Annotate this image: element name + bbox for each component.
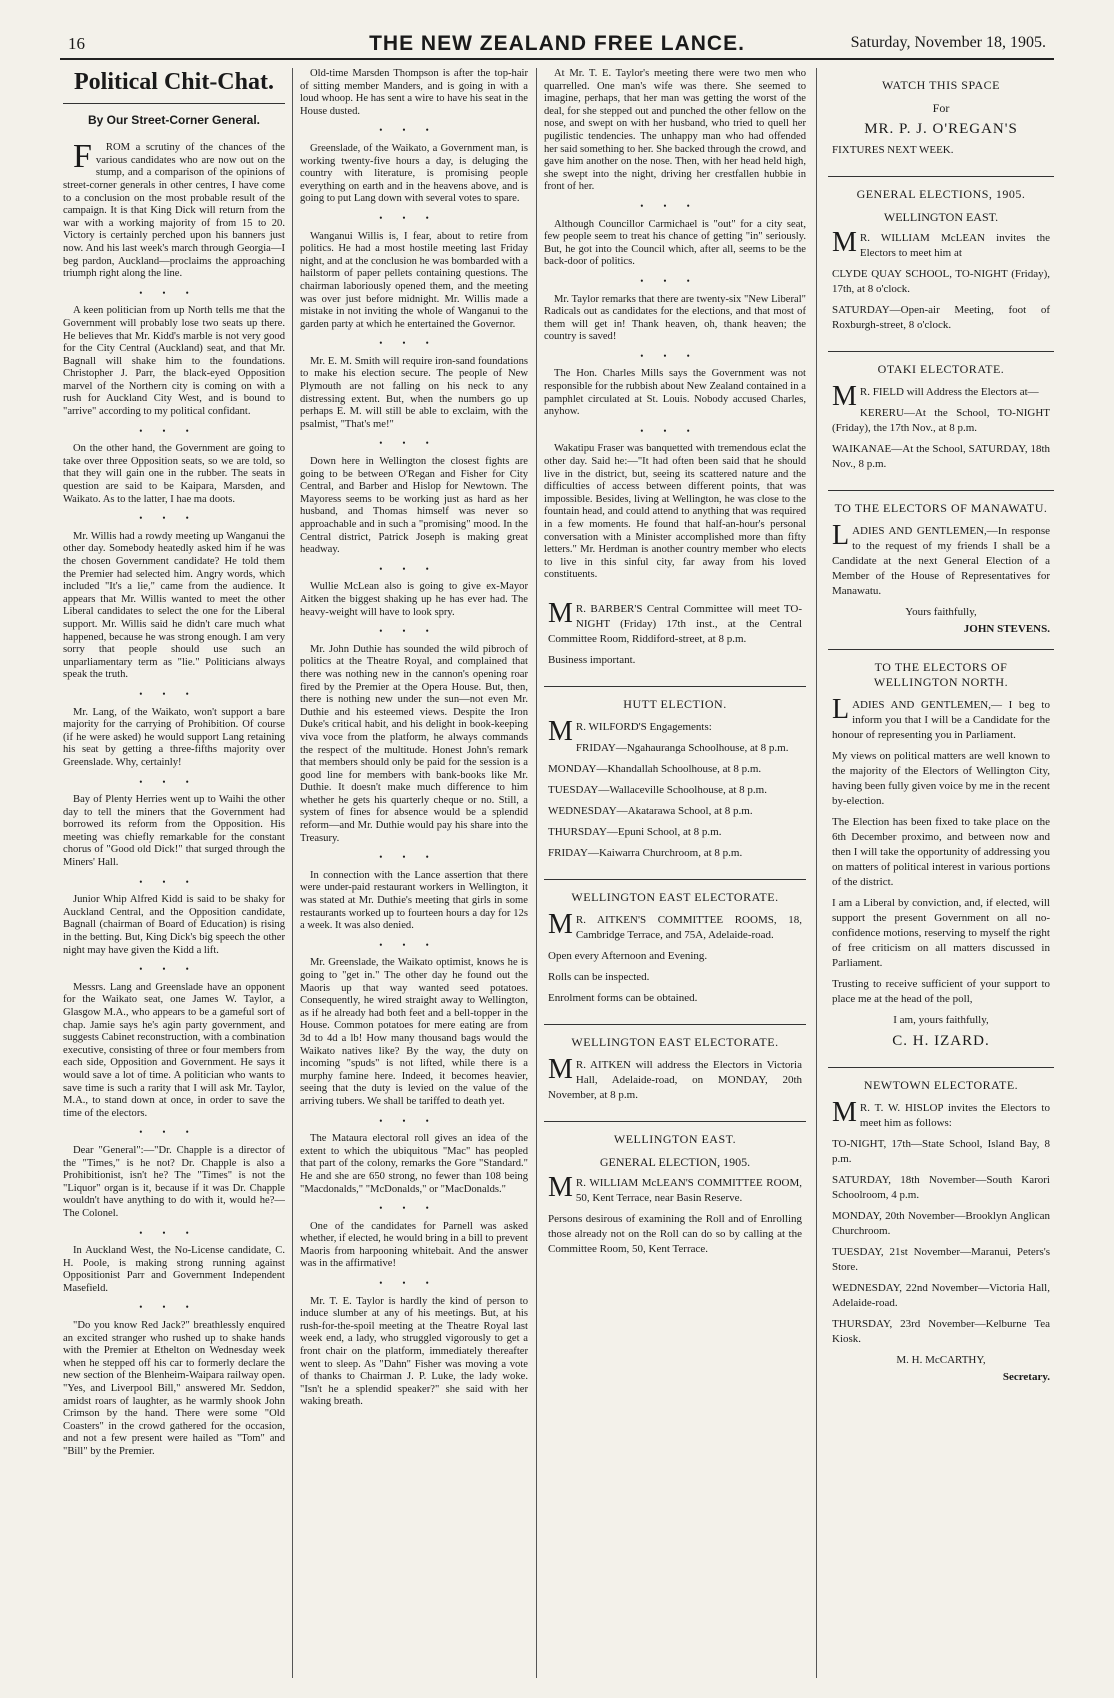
column-rule (292, 68, 293, 1678)
separator-stars: ••• (139, 1302, 209, 1313)
ad-line: TUESDAY—Wallaceville Schoolhouse, at 8 p.m. (548, 783, 767, 796)
separator-stars: ••• (379, 626, 449, 637)
separator-stars: ••• (379, 1115, 449, 1126)
ad-line: KERERU—At the School, TO-NIGHT (Friday), the 17th Nov., at 8 p.m. (832, 407, 1050, 434)
column-rule (536, 68, 537, 1678)
ad-line: MR. AITKEN'S COMMITTEE ROOMS, 18, Cambridge Terrace, and 75A, Adelaide-road. (548, 908, 802, 941)
separator-stars: ••• (139, 688, 209, 699)
article-paragraph: At Mr. T. E. Taylor's meeting there were two men who quarrelled. One man's wife was there. She seemed to imagine, perhaps, that her man was getting the worst of the deal, for she stepped out and punched the other fellow on the nose, and swept on with her husband, who tried to quell her pugilistic tendencies. The unhappy man who had offended her said something to her. She backed through the crowd, and gave him another on the nose. Then, with her head held high, she swept into the night, driving her crestfallen hubbie in front of her. (544, 68, 806, 193)
ad-line: Rolls can be inspected. (548, 970, 650, 983)
ad-line: SATURDAY, 18th November—South Karori Schoolroom, 4 p.m. (832, 1174, 1050, 1201)
ad-heading: WELLINGTON EAST ELECTORATE. (571, 889, 779, 904)
ad-line: LADIES AND GENTLEMEN,—In response to the request of my friends I shall be a Candidate at the next General Election of a Member of the House of Representatives for Manawatu. (832, 520, 1050, 597)
ad-line: THURSDAY—Epuni School, at 8 p.m. (548, 825, 722, 838)
separator-stars: ••• (139, 425, 209, 436)
advertisement (828, 352, 1054, 491)
ad-line: SATURDAY—Open-air Meeting, foot of Roxburgh-street, 8 o'clock. (832, 304, 1050, 331)
ad-name: MR. P. J. O'REGAN'S (864, 121, 1018, 137)
separator-stars: ••• (640, 425, 710, 436)
article-column-1 (63, 68, 285, 1682)
ad-line: MR. WILLIAM McLEAN'S COMMITTEE ROOM, 50, Kent Terrace, near Basin Reserve. (548, 1171, 802, 1204)
article-paragraph: Wullie McLean also is going to give ex-Mayor Aitken the biggest shaking up he has ever had. The heavy-weight will have to look spry. (300, 581, 528, 618)
article-paragraph: "Do you know Red Jack?" breathlessly enquired an excited stranger who rushed up to shake hands with the Premier at Ethelton on Wednesday week when he stepped off his car to formerly declare the new section of the Blenheim-Waipara railway open. "Yes, and Liverpool Bill," answered Mr. Seddon, amidst roars of laughter, as he warmly shook John Crimson by the hand. There were some "Old Coasters" in the crowd gathered for the occasion, and not a few present were hailed as "Tom" and "Bill" by the Premier. (63, 1320, 285, 1457)
advertisement (544, 880, 806, 1025)
article-byline: By Our Street-Corner General. (63, 103, 285, 127)
article-paragraph: FROM a scrutiny of the chances of the various candidates who are now out on the stump, and a comparison of the opinions of street-corner generals in other centres, I have come to a conclusion on the most probable result of the campaign. It is that King Dick will return from the war with a working majority of from 15 to 20. Victory is certainly perched upon his banners just now. And his last week's march through Georgia—I beg pardon, Auckland—proclaims the approaching triumph right along the line. (63, 138, 285, 280)
ad-line: MR. WILLIAM McLEAN invites the Electors to meet him at (832, 227, 1050, 259)
article-paragraph: A keen politician from up North tells me that the Government will probably lose two seats up there. He believes that Mr. Kidd's marble is not very good for the City Central (Auckland) seat, and that Mr. Bagnall will shake him to the foundations. Christopher J. Parr, the black-eyed Opposition marvel of the Northern city is coming on with a rush for Auckland City West, and is bound to "arrive" according to my political confidant. (63, 305, 285, 418)
separator-stars: ••• (379, 125, 449, 136)
article-continuation (544, 68, 806, 582)
ad-line: WEDNESDAY, 22nd November—Victoria Hall, Adelaide-road. (832, 1282, 1050, 1309)
ad-line: Persons desirous of examining the Roll and of Enrolling those already not on the Roll can do so by calling at the Committee Room, 50, Kent Terrace. (548, 1212, 802, 1255)
ad-name: C. H. IZARD. (892, 1033, 990, 1049)
article-paragraph: The Mataura electoral roll gives an idea of the extent to which the ubiquitous "Mac" has peopled that part of the colony, remarks the Gore "Standard." He and she are 650 strong, no fewer than 108 being "Macdonalds," "McDonalds," or "MacDonalds." (300, 1133, 528, 1195)
ad-line: WAIKANAE—At the School, SATURDAY, 18th Nov., 8 p.m. (832, 443, 1050, 470)
ad-line: Enrolment forms can be obtained. (548, 991, 698, 1004)
article-heading: Political Chit-Chat. (74, 69, 274, 95)
article-paragraph: Dear "General":—"Dr. Chapple is a director of the "Times," is he not? Dr. Chapple is also a Prohibitionist, isn't he? The "Times" is not the "Liquor" organ is it, because if it was Dr. Chapple wouldn't have anything to do with it, would he?—The Colonel. (63, 1144, 285, 1219)
ad-heading: OTAKI ELECTORATE. (877, 362, 1005, 376)
article-paragraph: Although Councillor Carmichael is "out" for a city seat, few people seem to treat his chance of getting "in" seriously. But, he got into the Council which, after all, seems to be the back-door of politics. (544, 218, 806, 268)
article-paragraph: The Hon. Charles Mills says the Government was not responsible for the rubbish about New Zealand contained in a pamphlet circulated at St. Louis. Nobody accused Charles, anyhow. (544, 368, 806, 418)
article-paragraph: Mr. Taylor remarks that there are twenty-six "New Liberal" Radicals out as candidates for the elections, and that most of them will get in! Thank heaven, oh, thank heaven; the country is saved! (544, 293, 806, 343)
ad-heading: NEWTOWN ELECTORATE. (863, 1078, 1019, 1092)
ad-line: My views on political matters are well known to the majority of the Electors of Wellington City, having been fully given voice by me in the recent by-election. (832, 750, 1050, 807)
ad-heading: WELLINGTON EAST. (613, 1131, 737, 1146)
article-paragraph: Messrs. Lang and Greenslade have an opponent for the Waikato seat, one James W. Taylor, a Glasgow M.A., who appears to be a gameful sort of chap. Jamie says he's agin party government, and suggests Cabinet reconstruction, with a combination executive, consisting of three or four members from each side, Opposition and Government. He says it would save a lot of time. A politician who wants to save time is such a rarity that I will ask Mr. Taylor, M.A., to stand down at once, in order to save the time of the electors. (63, 981, 285, 1119)
ad-line: TUESDAY, 21st November—Maranui, Peters's Store. (832, 1246, 1050, 1273)
separator-stars: ••• (139, 1127, 209, 1138)
advertisement (544, 687, 806, 880)
ad-heading: TO THE ELECTORS OF WELLINGTON NORTH. (873, 660, 1009, 689)
ad-heading: WELLINGTON EAST ELECTORATE. (571, 1034, 779, 1049)
article-paragraph: Greenslade, of the Waikato, a Government man, is working twenty-five hours a day, is deluging the country with literature, is promising people everything on earth and in the heavens above, and is going to put Lang down with several votes to spare. (300, 142, 528, 205)
ad-signoff: M. H. McCARTHY, (896, 1354, 986, 1366)
ad-line: Trusting to receive sufficient of your support to place me at the head of the poll, (832, 978, 1050, 1005)
ad-line: THURSDAY, 23rd November—Kelburne Tea Kiosk. (832, 1318, 1050, 1345)
ad-signature: Secretary. (1002, 1371, 1050, 1383)
ad-line: MR. T. W. HISLOP invites the Electors to meet him as follows: (832, 1097, 1050, 1129)
separator-stars: ••• (379, 563, 449, 574)
separator-stars: ••• (139, 776, 209, 787)
page-number: 16 (68, 34, 85, 53)
ad-subheading: WELLINGTON EAST. (883, 210, 999, 224)
separator-stars: ••• (640, 200, 710, 211)
article-paragraph: In connection with the Lance assertion that there were under-paid restaurant workers in Wellington, it was stated at Mr. Duthie's meeting that girls in some restaurants worked up to fourteen hours a day for 12s a week. It was also denied. (300, 869, 528, 932)
newspaper-title: THE NEW ZEALAND FREE LANCE. (369, 32, 745, 55)
article-paragraph: Old-time Marsden Thompson is after the top-hair of sitting member Manders, and is going in with a loud whoop. He has sent a wire to have his seat in the House dusted. (300, 68, 528, 117)
ad-line: FRIDAY—Ngahauranga Schoolhouse, at 8 p.m. (575, 741, 789, 754)
separator-stars: ••• (379, 1203, 449, 1214)
article-paragraph: Wanganui Willis is, I fear, about to retire from politics. He had a most hostile meeting last Friday night, and at the conclusion he was bombarded with a hailstorm of paper pellets containing questions. The chairman laboriously opened them, and the meeting was over just before midnight. Mr. Willis made a mistake in not inviting the whole of Wanganui to the garden party at which he entertained the Governor. (300, 230, 528, 330)
advertisement (544, 1122, 806, 1275)
article-paragraph: Mr. Lang, of the Waikato, won't support a bare majority for the carrying of Prohibition. Of course (if he were asked) he would support Lang retaining his seat by getting a three-fifths majority over Greenslade. Why, certainly! (63, 706, 285, 768)
separator-stars: ••• (139, 287, 209, 298)
ad-signature: JOHN STEVENS. (963, 623, 1050, 635)
separator-stars: ••• (139, 513, 209, 524)
ad-line: TO-NIGHT, 17th—State School, Island Bay, 8 p.m. (832, 1138, 1050, 1165)
separator-stars: ••• (379, 212, 449, 223)
advertisement (828, 1068, 1054, 1397)
ad-line: MONDAY, 20th November—Brooklyn Anglican Churchroom. (832, 1210, 1050, 1237)
ad-line: I am a Liberal by conviction, and, if elected, will support the present Government on all no-confidence motions, reserving to myself the right of free criticism on all matters discussed in Parliament. (832, 897, 1050, 969)
ad-subheading: For (932, 101, 950, 115)
ad-line: Business important. (548, 653, 636, 666)
ad-heading: TO THE ELECTORS OF MANAWATU. (834, 501, 1048, 515)
ad-line: MR. WILFORD'S Engagements: (548, 715, 712, 747)
ad-heading: WATCH THIS SPACE (881, 78, 1001, 92)
article-paragraph: Wakatipu Fraser was banquetted with tremendous eclat the other day. Said he:—"It had often been said that he should live in the district, but, seeing its scattered nature and the difficulties of access between different points, that was impossible. Besides, living at Wellington, he was close to the fountain head, and could attend to anything that was required in a few moments. He found that half-an-hour's personal conversation with a Minister accomplished more than fifty letters." Mr. Herdman is another country member who elects to live in this sinful city, far away from his loved constituents. (544, 443, 806, 581)
article-paragraph: Down here in Wellington the closest fights are going to be between O'Regan and Fisher for City Central, and Barber and Hislop for Newtown. The Mayoress seems to be working just as hard as her husband, and Thomas himself was never so approachable and in such a "promising" mood. In the Central district, Patrick Joseph is making great headway. (300, 456, 528, 556)
separator-stars: ••• (139, 1227, 209, 1238)
advertisement (828, 177, 1054, 352)
article-paragraph: Mr. John Duthie has sounded the wild pibroch of politics at the Theatre Royal, and complained that there was nothing new in the cannon's opening roar fired by the Premier at the Opera House. But, then, there is nothing new under the sun—not even Mr. Duthie and his esteemed views. Despite the Iron Duke's critical habit, and his delight in book-keeping viva voce from the platform, he always commands the respect of the multitude. Honest John's remark that members should only be paid for the session is a good line for members with bank-books like Mr. Duthie. It doesn't make much difference to him whether he gets his quarterly cheque or no. Still, a system of fines for absence would be a splendid reform—and Mr. Duthie would pay his share into the Treasury. (300, 643, 528, 844)
advertisement (544, 1025, 806, 1122)
article-paragraph: Mr. Willis had a rowdy meeting up Wanganui the other day. Somebody heatedly asked him if he was the chosen Government candidate? He told them the Premier had selected him. Angry words, which included "It's a lie," came from the audience. It appears that Mr. Willis wanted to meet the other Liberal candidates to select the one for the Liberal support. Mr. Willis said he didn't care much what happened, because he was strong enough. I am very sorry that people should use such an unparliamentary term as "lie." Politicians always speak the truth. (63, 530, 285, 681)
article-paragraph: Mr. T. E. Taylor is hardly the kind of person to induce slumber at any of his meetings. But, at his rush-for-the-spoil meeting at the Theatre Royal last week end, a lady, who struggled vigorously to get a front chair on the platform, immediately thereafter went to sleep. As "Dahn" Fisher was moving a vote of thanks to Chairman J. P. Luke, the lady woke. "Isn't he a splendid speaker?" she said with her waking breath. (300, 1295, 528, 1408)
ad-line: The Election has been fixed to take place on the 6th December proximo, and between now and then I will take the opportunity of addressing you on matters of political interest in various portions of the district. (832, 816, 1050, 888)
article-paragraph: Bay of Plenty Herries went up to Waihi the other day to tell the miners that the Government had borrowed its reform from the Opposition. His meeting was chiefly remarkable for the constant chorus of "Good old Dick!" that surged through the Miners' Hall. (63, 794, 285, 869)
separator-stars: ••• (379, 939, 449, 950)
separator-stars: ••• (379, 852, 449, 863)
separator-stars: ••• (139, 964, 209, 975)
ad-line: MR. FIELD will Address the Electors at— (832, 381, 1039, 412)
ads-column-4 (828, 68, 1054, 1682)
separator-stars: ••• (139, 876, 209, 887)
advertisement (828, 491, 1054, 650)
column-rule (816, 68, 817, 1678)
advertisement (828, 650, 1054, 1068)
article-paragraph: Mr. E. M. Smith will require iron-sand foundations to make his election secure. The people of New Plymouth are not falling on his neck to any distressing extent. But, when the numbers go up perhaps E. M. will still be able to exclaim, with the psalmist, "That's me!" (300, 355, 528, 430)
ad-line: Open every Afternoon and Evening. (548, 949, 708, 962)
ad-line: CLYDE QUAY SCHOOL, TO-NIGHT (Friday), 17th, at 8 o'clock. (832, 268, 1050, 295)
ad-subheading: GENERAL ELECTION, 1905. (599, 1154, 751, 1169)
ad-signoff: Yours faithfully, (905, 606, 977, 618)
ad-line: FIXTURES NEXT WEEK. (832, 144, 954, 156)
article-paragraph: Mr. Greenslade, the Waikato optimist, knows he is going to "get in." The other day he found out the Maoris up that way wanted seed potatoes. Consequently, he wired straight away to Wellington, as if he already had both feet and a bell-topper in the House. Common potatoes for mere eating are from 3d to 4d a lb! How many thousand bags would the Waikato natives like? By the way, the duty on incoming "spuds" is not lifted, while there is a murphy famine here. Indeed, it becomes heavier, seeing that the duty is levied on the value of the arriving tubers. We shall be tariffed to death yet. (300, 957, 528, 1107)
article-column-3 (544, 68, 806, 1682)
separator-stars: ••• (640, 275, 710, 286)
ad-line: WEDNESDAY—Akatarawa School, at 8 p.m. (548, 804, 753, 817)
separator-stars: ••• (640, 350, 710, 361)
advertisement (828, 68, 1054, 177)
ad-line: MR. BARBER'S Central Committee will meet TO-NIGHT (Friday) 17th inst., at the Central Committee Room, Riddiford-street, at 8 p.m. (548, 597, 802, 645)
article-paragraph: Junior Whip Alfred Kidd is said to be shaky for Auckland Central, and the Opposition candidate, Bagnall (chairman of Board of Education) is rising in the betting. But, King Dick's big speech the other night may have given the Kidd a lift. (63, 894, 285, 956)
article-paragraph: In Auckland West, the No-License candidate, C. H. Poole, is making strong running against Oppositionist Parr and Government Independent Masefield. (63, 1245, 285, 1294)
separator-stars: ••• (379, 338, 449, 349)
masthead (60, 30, 1054, 60)
ad-line: FRIDAY—Kaiwarra Churchroom, at 8 p.m. (548, 846, 743, 859)
ad-signoff: I am, yours faithfully, (893, 1014, 989, 1026)
ads-column-3 (544, 592, 806, 1275)
article-paragraph: On the other hand, the Government are going to take over three Opposition seats, so we are told, so that they will gain one in the rubber. The seats in question are said to be Kaipara, Marsden, and Waikato. As to the latter, I hae ma doots. (63, 443, 285, 505)
separator-stars: ••• (379, 1278, 449, 1289)
ad-heading: GENERAL ELECTIONS, 1905. (856, 187, 1026, 201)
article-paragraph: One of the candidates for Parnell was asked whether, if elected, he would bring in a bill to prevent Maoris from harpooning whitebait. And the answer was in the affirmative! (300, 1220, 528, 1270)
article-column-2 (300, 68, 528, 1682)
issue-date: Saturday, November 18, 1905. (850, 34, 1046, 51)
separator-stars: ••• (379, 438, 449, 449)
ad-line: MR. AITKEN will address the Electors in Victoria Hall, Adelaide-road, on MONDAY, 20th November, at 8 p.m. (548, 1053, 802, 1101)
ad-heading: HUTT ELECTION. (623, 696, 727, 711)
ad-line: MONDAY—Khandallah Schoolhouse, at 8 p.m. (548, 762, 762, 775)
advertisement (544, 592, 806, 687)
ad-line: LADIES AND GENTLEMEN,— I beg to inform you that I will be a Candidate for the honour of representing you in Parliament. (832, 694, 1050, 741)
